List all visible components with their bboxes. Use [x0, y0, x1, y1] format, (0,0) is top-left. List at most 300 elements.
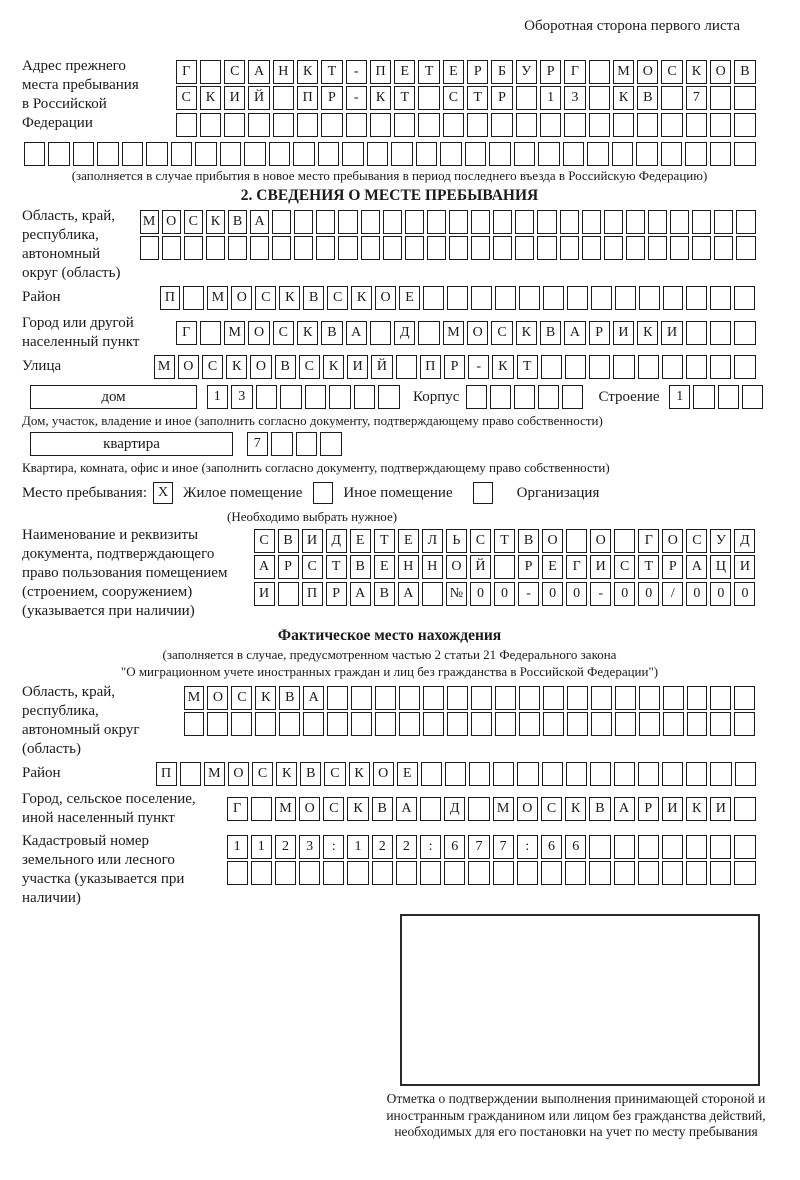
form-cell[interactable]	[582, 236, 601, 260]
form-cell[interactable]: П	[160, 286, 181, 310]
form-cell[interactable]	[710, 835, 731, 859]
form-cell[interactable]	[710, 286, 731, 310]
form-cell[interactable]	[471, 686, 492, 710]
form-cell[interactable]: А	[614, 797, 635, 821]
form-cell[interactable]	[517, 861, 538, 885]
form-cell[interactable]: С	[491, 321, 512, 345]
form-cell[interactable]	[427, 236, 446, 260]
form-cell[interactable]	[615, 686, 636, 710]
form-cell[interactable]	[591, 686, 612, 710]
form-cell[interactable]: А	[398, 582, 419, 606]
form-cell[interactable]: С	[614, 555, 635, 579]
form-cell[interactable]	[493, 210, 512, 234]
form-cell[interactable]	[686, 861, 707, 885]
form-cell[interactable]: И	[302, 529, 323, 553]
form-cell[interactable]: 0	[614, 582, 635, 606]
form-cell[interactable]: Е	[398, 529, 419, 553]
form-cell[interactable]	[468, 797, 489, 821]
form-cell[interactable]: 2	[372, 835, 393, 859]
form-cell[interactable]: 7	[247, 432, 269, 456]
form-cell[interactable]: 1	[540, 86, 561, 110]
form-cell[interactable]	[567, 712, 588, 736]
form-cell[interactable]	[589, 861, 610, 885]
form-cell[interactable]	[469, 762, 490, 786]
form-cell[interactable]	[471, 286, 492, 310]
form-cell[interactable]	[734, 321, 755, 345]
form-cell[interactable]: В	[637, 86, 658, 110]
form-cell[interactable]	[687, 686, 708, 710]
form-cell[interactable]	[370, 113, 391, 137]
form-cell[interactable]	[318, 142, 340, 166]
form-cell[interactable]	[394, 113, 415, 137]
form-cell[interactable]	[296, 432, 318, 456]
form-cell[interactable]: И	[734, 555, 755, 579]
form-cell[interactable]	[710, 321, 731, 345]
form-cell[interactable]	[662, 835, 683, 859]
form-cell[interactable]: Й	[371, 355, 392, 379]
form-cell[interactable]	[440, 142, 462, 166]
form-cell[interactable]: К	[686, 797, 707, 821]
form-cell[interactable]	[614, 861, 635, 885]
form-cell[interactable]	[320, 432, 342, 456]
form-cell[interactable]	[687, 712, 708, 736]
form-cell[interactable]	[361, 236, 380, 260]
form-cell[interactable]: К	[565, 797, 586, 821]
form-cell[interactable]	[24, 142, 46, 166]
form-cell[interactable]	[515, 210, 534, 234]
form-cell[interactable]	[514, 385, 535, 409]
form-cell[interactable]	[543, 686, 564, 710]
form-cell[interactable]: Е	[443, 60, 464, 84]
form-cell[interactable]	[662, 861, 683, 885]
form-cell[interactable]: 3	[231, 385, 253, 409]
form-cell[interactable]	[294, 236, 313, 260]
form-cell[interactable]	[663, 686, 684, 710]
form-cell[interactable]	[471, 236, 490, 260]
form-cell[interactable]: №	[446, 582, 467, 606]
form-cell[interactable]: О	[637, 60, 658, 84]
form-cell[interactable]: К	[297, 321, 318, 345]
form-cell[interactable]	[468, 861, 489, 885]
form-cell[interactable]	[734, 286, 755, 310]
form-cell[interactable]: М	[207, 286, 228, 310]
form-cell[interactable]: К	[613, 86, 634, 110]
form-cell[interactable]	[489, 142, 511, 166]
form-cell[interactable]: Т	[467, 86, 488, 110]
form-cell[interactable]	[562, 385, 583, 409]
form-cell[interactable]	[251, 861, 272, 885]
form-cell[interactable]	[338, 236, 357, 260]
form-cell[interactable]	[613, 355, 634, 379]
form-cell[interactable]	[564, 113, 585, 137]
form-cell[interactable]	[449, 236, 468, 260]
form-cell[interactable]: С	[202, 355, 223, 379]
form-cell[interactable]	[662, 355, 683, 379]
form-cell[interactable]	[273, 113, 294, 137]
form-cell[interactable]	[354, 385, 376, 409]
form-cell[interactable]: С	[661, 60, 682, 84]
form-cell[interactable]: Г	[176, 321, 197, 345]
form-cell[interactable]	[418, 321, 439, 345]
form-cell[interactable]	[710, 762, 731, 786]
form-cell[interactable]	[685, 142, 707, 166]
form-cell[interactable]: 6	[565, 835, 586, 859]
form-cell[interactable]: 0	[542, 582, 563, 606]
form-cell[interactable]: К	[347, 797, 368, 821]
form-cell[interactable]	[567, 686, 588, 710]
form-cell[interactable]	[465, 142, 487, 166]
form-cell[interactable]	[200, 60, 221, 84]
form-cell[interactable]	[383, 210, 402, 234]
form-cell[interactable]	[538, 385, 559, 409]
form-cell[interactable]	[612, 142, 634, 166]
form-cell[interactable]: П	[370, 60, 391, 84]
form-cell[interactable]	[251, 797, 272, 821]
form-cell[interactable]	[541, 861, 562, 885]
form-cell[interactable]	[589, 355, 610, 379]
form-cell[interactable]: О	[162, 210, 181, 234]
form-cell[interactable]: С	[327, 286, 348, 310]
form-cell[interactable]: К	[370, 86, 391, 110]
form-cell[interactable]: -	[346, 60, 367, 84]
form-cell[interactable]	[493, 236, 512, 260]
form-cell[interactable]	[327, 686, 348, 710]
form-cell[interactable]: С	[184, 210, 203, 234]
form-cell[interactable]: С	[324, 762, 345, 786]
form-cell[interactable]	[272, 210, 291, 234]
form-cell[interactable]: О	[542, 529, 563, 553]
form-cell[interactable]	[663, 286, 684, 310]
form-cell[interactable]	[171, 142, 193, 166]
form-cell[interactable]	[48, 142, 70, 166]
form-cell[interactable]: М	[443, 321, 464, 345]
form-cell[interactable]: 3	[299, 835, 320, 859]
form-cell[interactable]	[316, 236, 335, 260]
form-cell[interactable]	[537, 236, 556, 260]
form-cell[interactable]	[686, 113, 707, 137]
form-cell[interactable]	[405, 236, 424, 260]
form-cell[interactable]: А	[350, 582, 371, 606]
form-cell[interactable]: Г	[227, 797, 248, 821]
form-cell[interactable]: Е	[394, 60, 415, 84]
form-cell[interactable]: К	[200, 86, 221, 110]
form-cell[interactable]	[467, 113, 488, 137]
form-cell[interactable]	[582, 210, 601, 234]
form-cell[interactable]	[183, 286, 204, 310]
form-cell[interactable]: 3	[564, 86, 585, 110]
form-cell[interactable]: А	[248, 60, 269, 84]
form-cell[interactable]: К	[492, 355, 513, 379]
form-cell[interactable]: 7	[468, 835, 489, 859]
form-cell[interactable]	[710, 861, 731, 885]
form-cell[interactable]	[396, 861, 417, 885]
form-cell[interactable]	[342, 142, 364, 166]
form-cell[interactable]: В	[540, 321, 561, 345]
form-cell[interactable]	[563, 142, 585, 166]
form-cell[interactable]: О	[299, 797, 320, 821]
form-cell[interactable]	[591, 286, 612, 310]
form-cell[interactable]: П	[297, 86, 318, 110]
form-cell[interactable]: 1	[227, 835, 248, 859]
form-cell[interactable]: С	[302, 555, 323, 579]
form-cell[interactable]	[638, 355, 659, 379]
form-cell[interactable]: Й	[470, 555, 491, 579]
form-cell[interactable]: В	[372, 797, 393, 821]
form-cell[interactable]	[736, 236, 755, 260]
form-cell[interactable]	[604, 210, 623, 234]
form-cell[interactable]: 7	[493, 835, 514, 859]
form-cell[interactable]	[422, 582, 443, 606]
form-cell[interactable]	[540, 113, 561, 137]
form-cell[interactable]	[742, 385, 763, 409]
form-cell[interactable]	[614, 835, 635, 859]
form-cell[interactable]	[638, 861, 659, 885]
form-cell[interactable]: -	[590, 582, 611, 606]
form-cell[interactable]	[614, 762, 635, 786]
form-cell[interactable]: С	[255, 286, 276, 310]
form-cell[interactable]	[447, 286, 468, 310]
form-cell[interactable]: С	[273, 321, 294, 345]
form-cell[interactable]: С	[176, 86, 197, 110]
form-cell[interactable]: К	[206, 210, 225, 234]
form-cell[interactable]	[294, 210, 313, 234]
form-cell[interactable]: У	[516, 60, 537, 84]
form-cell[interactable]	[279, 712, 300, 736]
form-cell[interactable]: К	[297, 60, 318, 84]
form-cell[interactable]	[248, 113, 269, 137]
form-cell[interactable]	[176, 113, 197, 137]
form-cell[interactable]: 0	[734, 582, 755, 606]
form-cell[interactable]	[639, 712, 660, 736]
form-cell[interactable]	[269, 142, 291, 166]
form-cell[interactable]	[228, 236, 247, 260]
form-cell[interactable]	[329, 385, 351, 409]
form-cell[interactable]: 1	[669, 385, 690, 409]
form-cell[interactable]	[639, 286, 660, 310]
form-cell[interactable]: Д	[326, 529, 347, 553]
form-cell[interactable]	[493, 762, 514, 786]
form-cell[interactable]	[399, 712, 420, 736]
form-cell[interactable]	[734, 142, 756, 166]
form-cell[interactable]	[370, 321, 391, 345]
form-cell[interactable]: В	[303, 286, 324, 310]
form-cell[interactable]	[195, 142, 217, 166]
form-cell[interactable]: С	[541, 797, 562, 821]
form-cell[interactable]	[372, 861, 393, 885]
form-cell[interactable]	[427, 210, 446, 234]
form-cell[interactable]: Т	[321, 60, 342, 84]
form-cell[interactable]: И	[590, 555, 611, 579]
form-cell[interactable]	[323, 861, 344, 885]
form-cell[interactable]: Р	[467, 60, 488, 84]
form-cell[interactable]	[734, 835, 755, 859]
form-cell[interactable]	[338, 210, 357, 234]
form-cell[interactable]	[421, 762, 442, 786]
form-cell[interactable]	[565, 861, 586, 885]
form-cell[interactable]: Р	[662, 555, 683, 579]
form-cell[interactable]	[714, 236, 733, 260]
form-cell[interactable]	[293, 142, 315, 166]
form-cell[interactable]: С	[254, 529, 275, 553]
form-cell[interactable]: С	[224, 60, 245, 84]
form-cell[interactable]: Р	[518, 555, 539, 579]
form-cell[interactable]: 0	[638, 582, 659, 606]
form-cell[interactable]: :	[323, 835, 344, 859]
form-cell[interactable]	[615, 286, 636, 310]
form-cell[interactable]: Е	[350, 529, 371, 553]
form-cell[interactable]	[244, 142, 266, 166]
form-cell[interactable]: -	[346, 86, 367, 110]
form-cell[interactable]: О	[517, 797, 538, 821]
form-cell[interactable]: А	[396, 797, 417, 821]
form-cell[interactable]	[73, 142, 95, 166]
form-cell[interactable]	[97, 142, 119, 166]
form-cell[interactable]	[516, 86, 537, 110]
form-cell[interactable]	[661, 142, 683, 166]
form-cell[interactable]: И	[662, 797, 683, 821]
form-cell[interactable]: О	[710, 60, 731, 84]
form-cell[interactable]	[604, 236, 623, 260]
form-cell[interactable]: Р	[444, 355, 465, 379]
form-cell[interactable]	[734, 797, 755, 821]
checkbox-other-premises[interactable]	[313, 482, 333, 504]
form-cell[interactable]	[589, 60, 610, 84]
form-cell[interactable]	[710, 113, 731, 137]
form-cell[interactable]	[280, 385, 302, 409]
form-cell[interactable]	[278, 582, 299, 606]
form-cell[interactable]	[146, 142, 168, 166]
form-cell[interactable]: А	[254, 555, 275, 579]
form-cell[interactable]: 2	[396, 835, 417, 859]
form-cell[interactable]: Р	[491, 86, 512, 110]
form-cell[interactable]: К	[516, 321, 537, 345]
form-cell[interactable]: Б	[491, 60, 512, 84]
form-cell[interactable]	[692, 236, 711, 260]
form-cell[interactable]: В	[279, 686, 300, 710]
form-cell[interactable]: С	[686, 529, 707, 553]
form-cell[interactable]	[686, 835, 707, 859]
form-cell[interactable]	[495, 286, 516, 310]
form-cell[interactable]: 0	[686, 582, 707, 606]
form-cell[interactable]: К	[276, 762, 297, 786]
form-cell[interactable]: 1	[251, 835, 272, 859]
form-cell[interactable]: О	[228, 762, 249, 786]
form-cell[interactable]: И	[613, 321, 634, 345]
form-cell[interactable]: Р	[321, 86, 342, 110]
form-cell[interactable]: Р	[638, 797, 659, 821]
form-cell[interactable]	[543, 712, 564, 736]
form-cell[interactable]	[718, 385, 739, 409]
form-cell[interactable]: О	[178, 355, 199, 379]
form-cell[interactable]: К	[637, 321, 658, 345]
form-cell[interactable]: Р	[326, 582, 347, 606]
form-cell[interactable]	[272, 236, 291, 260]
form-cell[interactable]: Д	[444, 797, 465, 821]
form-cell[interactable]: О	[590, 529, 611, 553]
form-cell[interactable]	[351, 712, 372, 736]
form-cell[interactable]: С	[231, 686, 252, 710]
form-cell[interactable]: М	[154, 355, 175, 379]
form-cell[interactable]: 6	[541, 835, 562, 859]
form-cell[interactable]	[648, 210, 667, 234]
form-cell[interactable]	[519, 686, 540, 710]
form-cell[interactable]	[140, 236, 159, 260]
form-cell[interactable]: О	[248, 321, 269, 345]
form-cell[interactable]: 7	[686, 86, 707, 110]
form-cell[interactable]: С	[443, 86, 464, 110]
form-cell[interactable]: 1	[347, 835, 368, 859]
form-cell[interactable]	[638, 835, 659, 859]
form-cell[interactable]: В	[228, 210, 247, 234]
form-cell[interactable]: Г	[176, 60, 197, 84]
form-cell[interactable]	[375, 712, 396, 736]
form-cell[interactable]: Г	[564, 60, 585, 84]
form-cell[interactable]	[626, 236, 645, 260]
form-cell[interactable]: В	[734, 60, 755, 84]
form-cell[interactable]: И	[224, 86, 245, 110]
form-cell[interactable]	[692, 210, 711, 234]
form-cell[interactable]: Т	[374, 529, 395, 553]
form-cell[interactable]: 0	[566, 582, 587, 606]
form-cell[interactable]: В	[300, 762, 321, 786]
form-cell[interactable]: /	[662, 582, 683, 606]
form-cell[interactable]	[648, 236, 667, 260]
form-cell[interactable]: В	[518, 529, 539, 553]
form-cell[interactable]: К	[686, 60, 707, 84]
form-cell[interactable]	[273, 86, 294, 110]
form-cell[interactable]	[303, 712, 324, 736]
form-cell[interactable]	[271, 432, 293, 456]
form-cell[interactable]	[639, 686, 660, 710]
form-cell[interactable]	[391, 142, 413, 166]
form-cell[interactable]: В	[350, 555, 371, 579]
form-cell[interactable]	[447, 712, 468, 736]
form-cell[interactable]	[423, 686, 444, 710]
form-cell[interactable]: И	[710, 797, 731, 821]
form-cell[interactable]	[663, 712, 684, 736]
form-cell[interactable]	[443, 113, 464, 137]
form-cell[interactable]	[399, 686, 420, 710]
form-cell[interactable]: Д	[734, 529, 755, 553]
form-cell[interactable]	[589, 835, 610, 859]
form-cell[interactable]	[710, 686, 731, 710]
form-cell[interactable]	[416, 142, 438, 166]
form-cell[interactable]	[299, 861, 320, 885]
form-cell[interactable]: О	[207, 686, 228, 710]
form-cell[interactable]	[445, 762, 466, 786]
form-cell[interactable]	[710, 142, 732, 166]
form-cell[interactable]	[519, 286, 540, 310]
form-cell[interactable]: Т	[517, 355, 538, 379]
form-cell[interactable]	[297, 113, 318, 137]
form-cell[interactable]: П	[156, 762, 177, 786]
form-cell[interactable]	[560, 210, 579, 234]
form-cell[interactable]	[734, 86, 755, 110]
form-cell[interactable]: М	[613, 60, 634, 84]
form-cell[interactable]: П	[420, 355, 441, 379]
form-cell[interactable]	[519, 712, 540, 736]
form-cell[interactable]	[710, 86, 731, 110]
form-cell[interactable]	[420, 861, 441, 885]
form-cell[interactable]: К	[279, 286, 300, 310]
form-cell[interactable]: :	[517, 835, 538, 859]
form-cell[interactable]	[220, 142, 242, 166]
form-cell[interactable]: У	[710, 529, 731, 553]
form-cell[interactable]	[736, 210, 755, 234]
form-cell[interactable]: Р	[278, 555, 299, 579]
form-cell[interactable]: О	[231, 286, 252, 310]
form-cell[interactable]: Т	[494, 529, 515, 553]
